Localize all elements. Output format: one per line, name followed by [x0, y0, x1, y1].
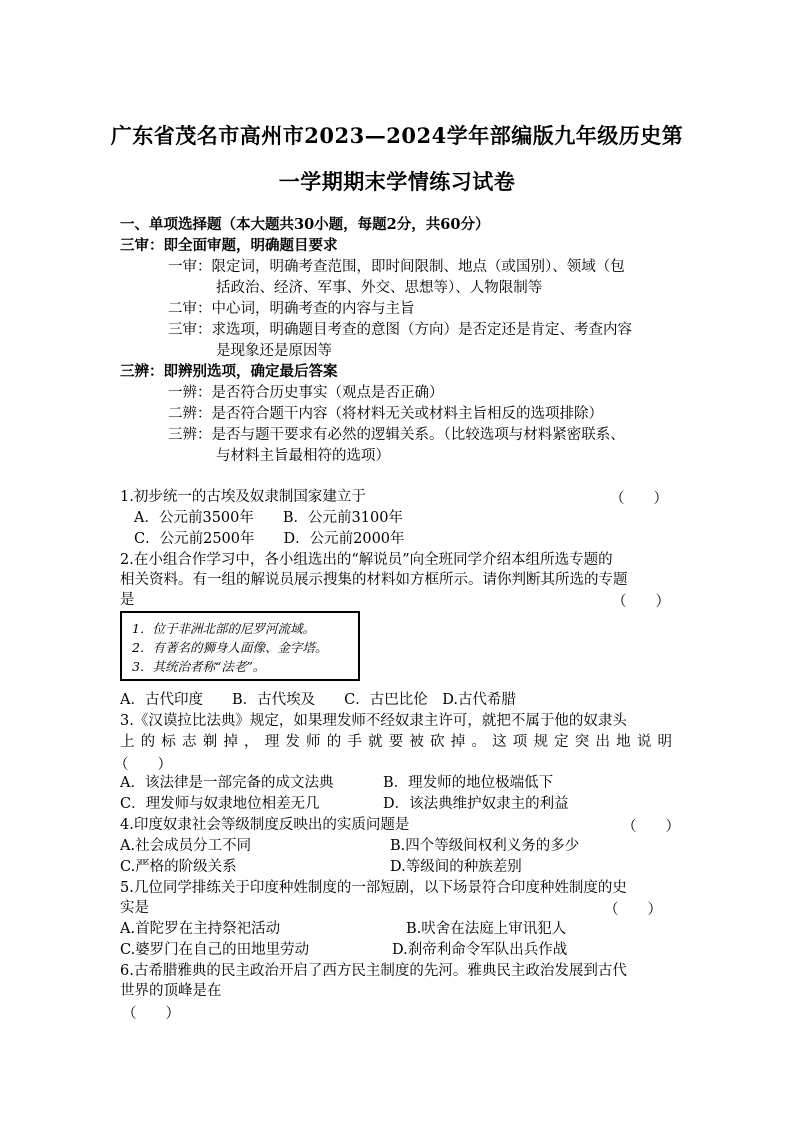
- q3-answer-blank: （ ）: [114, 757, 172, 773]
- q5-stem-b: 实是: [120, 900, 149, 916]
- q2-answer-blank: （ ）: [612, 594, 670, 610]
- tip-sanbian3-b: 与材料主旨最相符的选项）: [216, 448, 390, 464]
- q6-stem-a: 6.古希腊雅典的民主政治开启了西方民主制度的先河。雅典民主政治发展到古代: [120, 963, 627, 979]
- q3-option-d: D．该法典维护奴隶主的利益: [383, 796, 569, 812]
- q4-option-b: B.四个等级间权利义务的多少: [390, 838, 580, 854]
- q1-options-cd: C．公元前2500年 D．公元前2000年: [134, 531, 405, 547]
- tip-erbian: 二辨：是否符合题干内容（将材料无关或材料主旨相反的选项排除）: [168, 406, 603, 422]
- q2-material-line-3: 3．其统治者称“法老”。: [132, 659, 266, 674]
- q2-material-box: [120, 611, 360, 681]
- q3-option-c: C．理发师与奴隶地位相差无几: [120, 796, 320, 812]
- tip-sanshen3-b: 是现象还是原因等: [216, 343, 332, 359]
- tip-yishen-a: 一审：限定词，明确考查范围，即时间限制、地点（或国别）、领域（包: [168, 259, 625, 275]
- tip-sanbian3-a: 三辨：是否与题干要求有必然的逻辑关系。（比较选项与材料紧密联系、: [168, 427, 625, 443]
- tip-ershen: 二审：中心词，明确考查的内容与主旨: [168, 301, 415, 317]
- q2-stem-b: 相关资料。有一组的解说员展示搜集的材料如方框所示。请你判断其所选的专题: [120, 572, 628, 588]
- exam-title-line1: 广东省茂名市高州市2023—2024学年部编版九年级历史第: [110, 123, 684, 148]
- q3-option-a: A．该法律是一部完备的成文法典: [120, 775, 334, 791]
- tip-sanshen3-a: 三审：求选项，明确题目考查的意图（方向）是否定还是肯定、考查内容: [168, 322, 632, 338]
- q4-stem: 4.印度奴隶社会等级制度反映出的实质问题是: [120, 817, 410, 833]
- q4-option-c: C.严格的阶级关系: [120, 859, 237, 875]
- tip-yishen-b: 括政治、经济、军事、外交、思想等）、人物限制等: [216, 280, 543, 296]
- q2-material-line-2: 2．有著名的狮身人面像、金字塔。: [132, 640, 328, 655]
- q6-stem-b: 世界的顶峰是在: [120, 983, 222, 999]
- q5-option-d: D.刹帝利命令军队出兵作战: [392, 942, 568, 958]
- q4-option-a: A.社会成员分工不同: [120, 838, 252, 854]
- q1-answer-blank: （ ）: [610, 491, 668, 507]
- section-heading: 一、单项选择题（本大题共30小题，每题2分，共60分）: [120, 216, 490, 233]
- q5-stem-a: 5.几位同学排练关于印度种姓制度的一部短剧，以下场景符合印度种姓制度的史: [120, 880, 627, 896]
- q3-stem-b: 上的标志剃掉，理发师的手就要被砍掉。这项规定突出地说明: [120, 734, 672, 750]
- q4-answer-blank: （ ）: [622, 819, 680, 835]
- q1-options-ab: A．公元前3500年 B．公元前3100年: [134, 510, 403, 526]
- q4-option-d: D.等级间的种族差别: [390, 859, 522, 875]
- q1-stem: 1.初步统一的古埃及奴隶制国家建立于: [120, 489, 366, 505]
- q2-stem-c: 是: [120, 592, 135, 608]
- q2-stem-a: 2.在小组合作学习中，各小组选出的“解说员”向全班同学介绍本组所选专题的: [120, 552, 613, 568]
- tip-sanshen-text: 三审：即全面审题，明确题目要求: [120, 237, 338, 254]
- tip-sanbian: 三辨：即辨别选项，确定最后答案: [120, 363, 338, 380]
- tip-sanshen: [120, 236, 338, 256]
- q5-option-a: A.首陀罗在主持祭祀活动: [120, 921, 281, 937]
- q2-material-line-1: 1．位于非洲北部的尼罗河流域。: [132, 621, 315, 636]
- q2-options: A．古代印度 B．古代埃及 C．古巴比伦 D.古代希腊: [120, 692, 516, 708]
- q3-option-b: B．理发师的地位极端低下: [383, 775, 554, 791]
- q6-answer-blank: （ ）: [122, 1006, 180, 1022]
- q3-stem-a: 3.《汉谟拉比法典》规定，如果理发师不经奴隶主许可，就把不属于他的奴隶头: [120, 713, 627, 729]
- q5-answer-blank: （ ）: [604, 902, 662, 918]
- tip-yibian: 一辨：是否符合历史事实（观点是否正确）: [168, 385, 444, 401]
- exam-title-line2: 一学期期末学情练习试卷: [278, 169, 516, 194]
- q5-option-b: B.吠舍在法庭上审讯犯人: [406, 921, 567, 937]
- q5-option-c: C.婆罗门在自己的田地里劳动: [120, 942, 310, 958]
